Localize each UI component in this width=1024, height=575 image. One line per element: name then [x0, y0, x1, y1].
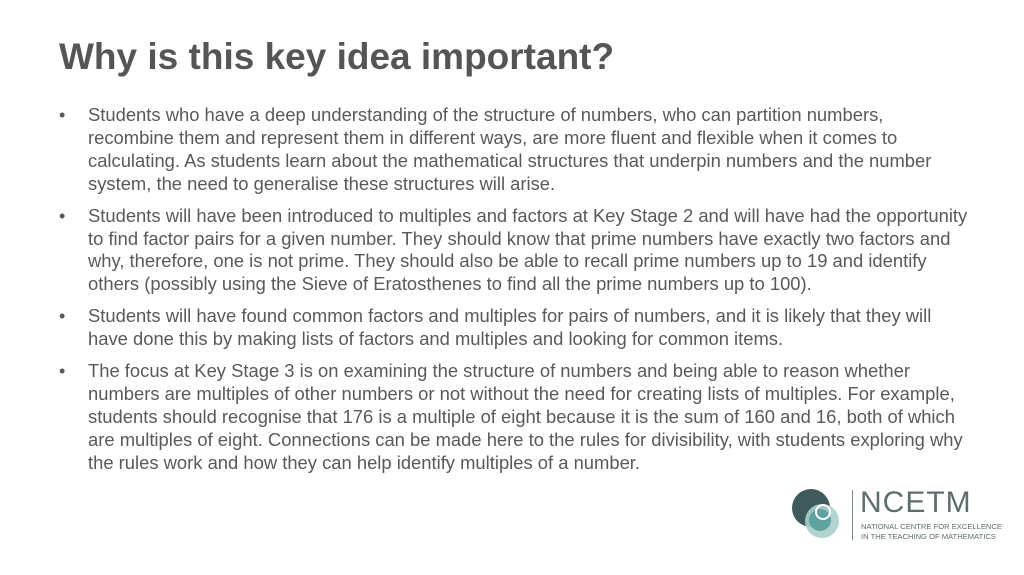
bullet-text: Students who have a deep understanding of the structure of numbers, who can partition numbers, recombine them and represent them in different ways, are more fluent and flexible when it comes to calculating. As students learn about the mathematical structures that underpin numbers and the number system, the need to generalise these structures will arise.	[88, 104, 932, 194]
logo-name: NCETM	[860, 486, 972, 519]
bullet-dot-icon: •	[59, 306, 66, 327]
bullet-item	[59, 305, 969, 351]
ncetm-logo	[790, 486, 1002, 543]
bullet-text: The focus at Key Stage 3 is on examining the structure of numbers and being able to reason whether numbers are multiples of other numbers or not without the need for creating lists of multiples. For example, students should recognise that 176 is a multiple of eight because it is the sum of 160 and 16, both of which are multiples of eight. Connections can be made here to the rules for divisibility, with students exploring why the rules work and how they can help identify multiples of a number.	[88, 360, 963, 473]
bullet-dot-icon: •	[59, 205, 66, 226]
bullet-dot-icon: •	[59, 361, 66, 382]
logo-tagline-line2: IN THE TEACHING OF MATHEMATICS	[861, 532, 996, 541]
bullet-list	[59, 104, 969, 484]
logo-circle-teal	[809, 509, 831, 531]
logo-divider	[852, 490, 853, 540]
bullet-text: Students will have found common factors and multiples for pairs of numbers, and it is likely that they will have done this by making lists of factors and multiples and looking for common items.	[88, 305, 932, 350]
bullet-item	[59, 205, 969, 297]
bullet-item	[59, 104, 969, 196]
ncetm-logo-mark-icon	[790, 487, 846, 543]
slide-title: Why is this key idea important?	[59, 36, 615, 77]
bullet-text: Students will have been introduced to multiples and factors at Key Stage 2 and will have had the opportunity to find factor pairs for a given number. They should know that prime numbers have exactly two factors and why, therefore, one is not prime. They should also be able to recall prime numbers up to 19 and identify others (possibly using the Sieve of Eratosthenes to find all the prime numbers up to 100).	[88, 204, 968, 295]
logo-tagline-line1: NATIONAL CENTRE FOR EXCELLENCE	[861, 522, 1002, 531]
bullet-item	[59, 360, 969, 475]
bullet-dot-icon: •	[59, 105, 66, 125]
